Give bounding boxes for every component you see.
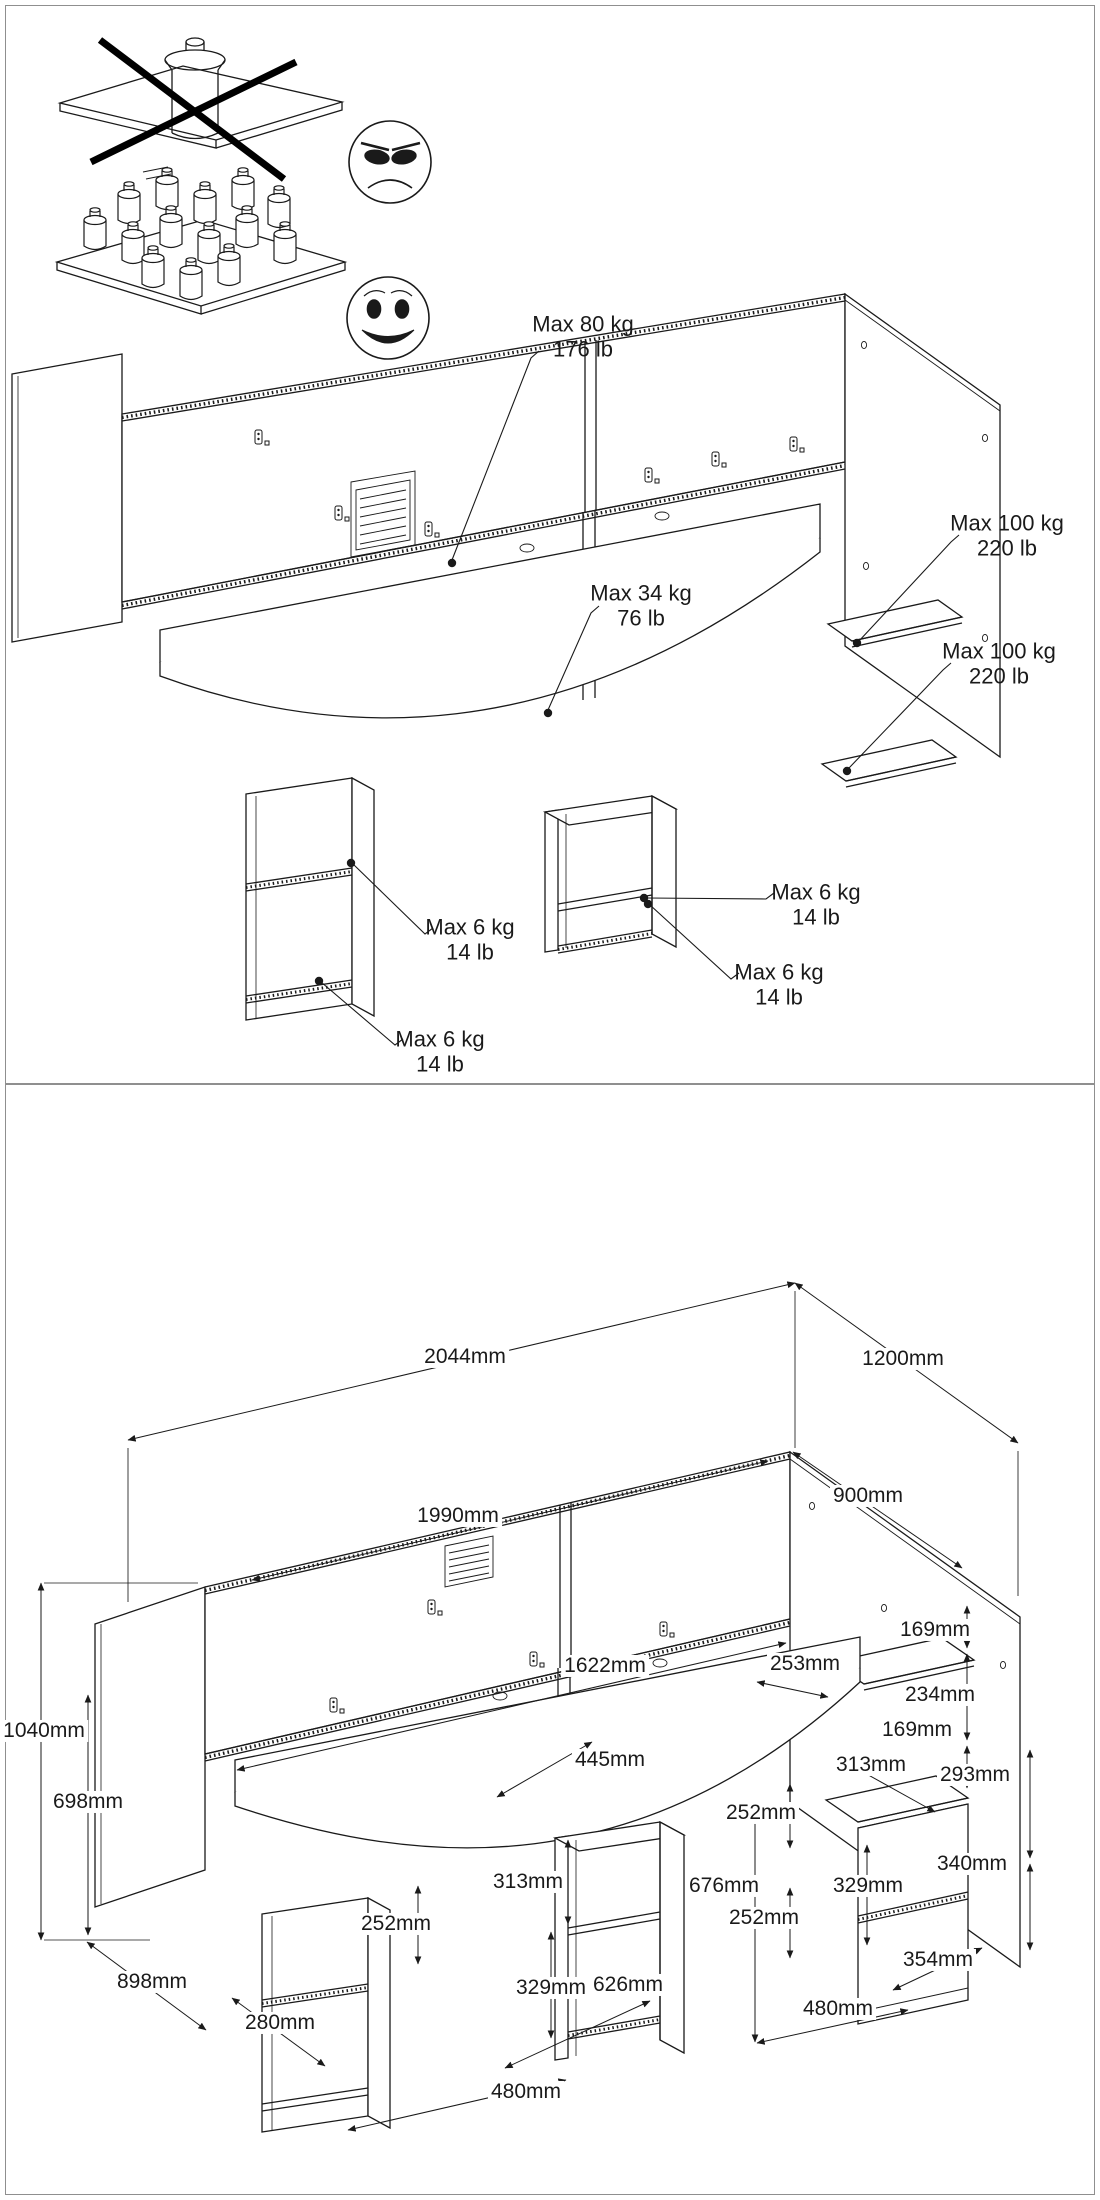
weight-lb: 176 lb	[553, 336, 613, 361]
dim-headboard-depth: 898mm	[114, 1971, 190, 1993]
dim-headboard-width: 1990mm	[414, 1505, 502, 1527]
weight-lb: 220 lb	[977, 535, 1037, 560]
weight-lb: 76 lb	[617, 605, 665, 630]
dim-overall-height: 1040mm	[0, 1720, 88, 1742]
dim-right-panel-depth: 354mm	[900, 1949, 976, 1971]
dim-top-shelf-height: 169mm	[897, 1619, 973, 1641]
dim-under-desk-height: 698mm	[50, 1791, 126, 1813]
angry-face-icon	[349, 121, 431, 203]
dim-top-shelf-depth: 253mm	[767, 1653, 843, 1675]
dim-left-pedestal-offset: 280mm	[242, 2012, 318, 2034]
dim-desk-width: 1622mm	[561, 1655, 649, 1677]
dim-mid-shelf-depth: 313mm	[833, 1754, 909, 1776]
dim-left-cubby-width: 480mm	[488, 2081, 564, 2103]
dim-center-pedestal-height: 676mm	[686, 1875, 762, 1897]
dim-center-cubby-upper: 252mm	[723, 1802, 799, 1824]
dim-left-cubby-lower-height: 329mm	[513, 1977, 589, 1999]
weight-kg: Max 100 kg	[942, 638, 1056, 664]
dim-left-cubby-shelf-height: 252mm	[358, 1913, 434, 1935]
dim-mid-shelf-height: 169mm	[879, 1719, 955, 1741]
dim-shelf-gap-mid: 293mm	[937, 1764, 1013, 1786]
dim-shelf-gap-upper: 234mm	[902, 1684, 978, 1706]
dim-right-cubby-width: 480mm	[800, 1998, 876, 2020]
dim-right-cubby-height: 329mm	[830, 1875, 906, 1897]
bed-drawing-dimension-view	[95, 1452, 1020, 2132]
weight-kg: Max 6 kg	[425, 914, 515, 940]
dim-center-pedestal-offset: 626mm	[590, 1974, 666, 1996]
dim-desk-depth: 445mm	[572, 1749, 648, 1771]
weight-lb: 14 lb	[755, 984, 803, 1009]
dim-left-cubby-top-height: 313mm	[490, 1871, 566, 1893]
bed-drawing-weight-view	[12, 294, 1000, 1020]
weight-kg: Max 6 kg	[395, 1026, 485, 1052]
dim-overall-depth: 1200mm	[859, 1348, 947, 1370]
dim-center-cubby-lower: 252mm	[726, 1907, 802, 1929]
weight-lb: 14 lb	[416, 1051, 464, 1076]
weight-kg: Max 80 kg	[532, 311, 634, 337]
smiley-face-icon	[347, 277, 429, 359]
weight-lb: 220 lb	[969, 663, 1029, 688]
weight-kg: Max 6 kg	[771, 879, 861, 905]
dim-side-depth: 900mm	[830, 1485, 906, 1507]
dim-overall-width: 2044mm	[421, 1346, 509, 1368]
pictogram-no-concentrated-load	[60, 38, 342, 179]
pictogram-distributed-load	[57, 168, 345, 314]
weight-kg: Max 6 kg	[734, 959, 824, 985]
weight-kg: Max 100 kg	[950, 510, 1064, 536]
weight-lb: 14 lb	[792, 904, 840, 929]
dim-shelf-gap-lower: 340mm	[934, 1853, 1010, 1875]
weight-kg: Max 34 kg	[590, 580, 692, 606]
weight-lb: 14 lb	[446, 939, 494, 964]
